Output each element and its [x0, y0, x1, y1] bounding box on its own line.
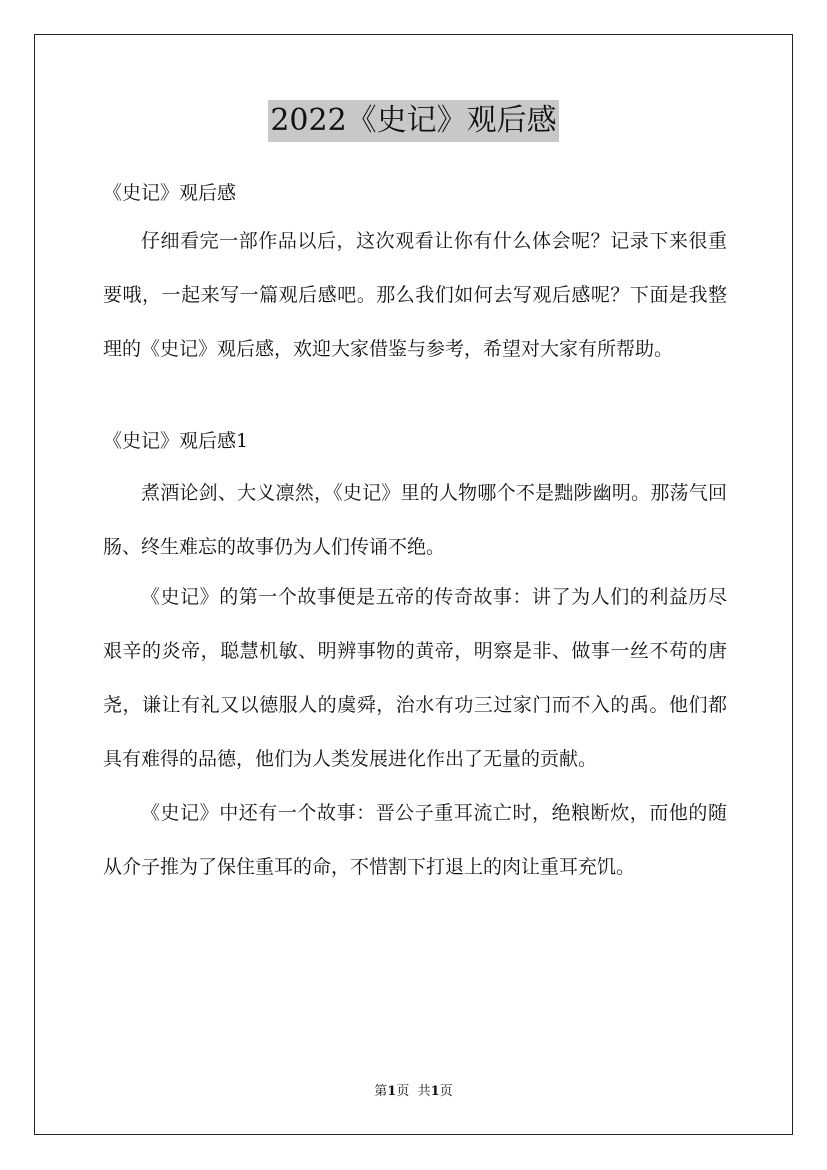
footer-page-prefix: 第 — [374, 1084, 388, 1099]
body-paragraph-1: 煮酒论剑、大义凛然，《史记》里的人物哪个不是黜陟幽明。那荡气回肠、终生难忘的故事仍为人们传诵不绝。 — [103, 482, 727, 558]
body-paragraph-3: 《史记》中还有一个故事：晋公子重耳流亡时，绝粮断炊，而他的随从介子推为了保住重耳的命，不惜割下打退上的肉让重耳充饥。 — [103, 802, 727, 878]
title-container — [0, 100, 827, 142]
section-heading-main: 《史记》观后感 — [103, 182, 237, 204]
section-heading-1: 《史记》观后感1 — [103, 430, 249, 452]
footer-total-suffix: 页 — [439, 1084, 453, 1099]
footer-total-pages: 1 — [430, 1084, 440, 1099]
footer-total-prefix: 共 — [417, 1084, 431, 1099]
footer-page-suffix: 页 — [396, 1084, 410, 1099]
document-body — [103, 172, 727, 894]
intro-paragraph: 仔细看完一部作品以后，这次观看让你有什么体会呢？记录下来很重要哦，一起来写一篇观后感吧。那么我们如何去写观后感呢？下面是我整理的《史记》观后感，欢迎大家借鉴与参考，希望对大家有所帮助。 — [103, 230, 727, 360]
footer-page-number: 1 — [387, 1084, 397, 1099]
page-footer — [0, 1082, 827, 1102]
body-paragraph-2: 《史记》的第一个故事便是五帝的传奇故事：讲了为人们的利益历尽艰辛的炎帝，聪慧机敏、明辨事物的黄帝，明察是非、做事一丝不苟的唐尧，谦让有礼又以德服人的虞舜，治水有功三过家门而不入的禹。他们都具有难得的品德，他们为人类发展进化作出了无量的贡献。 — [103, 586, 727, 770]
document-title: 2022《史记》观后感 — [268, 100, 558, 142]
